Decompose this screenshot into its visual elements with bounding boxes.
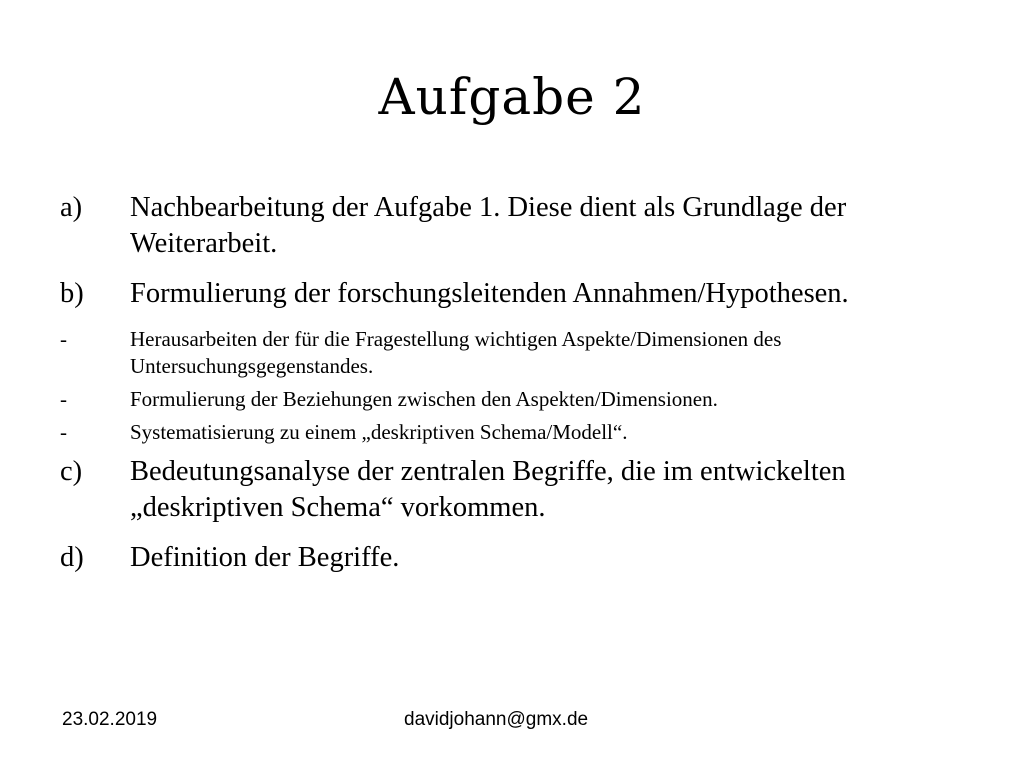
list-item-text: Formulierung der Beziehungen zwischen den Aspekten/Dimensionen. [130, 387, 718, 411]
list-item-d [60, 540, 960, 576]
list-item-text: Formulierung der forschungsleitenden Annahmen/Hypothesen. [130, 278, 849, 309]
list-item-text: Nachbearbeitung der Aufgabe 1. Diese dient als Grundlage der Weiterarbeit. [130, 192, 847, 259]
list-item-text: Definition der Begriffe. [130, 542, 400, 573]
list-item-a [60, 190, 960, 262]
sub-item-1 [60, 326, 960, 380]
list-marker: d) [60, 542, 84, 573]
list-item-text: Systematisierung zu einem „deskriptiven Schema/Modell“. [130, 420, 628, 444]
list-marker: - [60, 327, 67, 351]
sub-item-2 [60, 386, 960, 413]
footer-email: davidjohann@gmx.de [404, 709, 589, 730]
slide-title: Aufgabe 2 [378, 68, 646, 126]
list-item-text: Bedeutungsanalyse der zentralen Begriffe, die im entwickelten „deskriptiven Schema“ vorkommen. [130, 456, 846, 523]
list-item-c [60, 454, 960, 526]
list-marker: - [60, 420, 67, 444]
task-list [60, 190, 960, 576]
list-marker: c) [60, 456, 83, 487]
footer-date: 23.02.2019 [62, 709, 158, 730]
list-item-b [60, 276, 960, 312]
list-marker: a) [60, 192, 83, 223]
list-item-text: Herausarbeiten der für die Fragestellung wichtigen Aspekte/Dimensionen des Untersuchungsgegenstandes. [130, 327, 782, 378]
sub-item-3 [60, 419, 960, 446]
list-marker: b) [60, 278, 84, 309]
list-marker: - [60, 387, 67, 411]
